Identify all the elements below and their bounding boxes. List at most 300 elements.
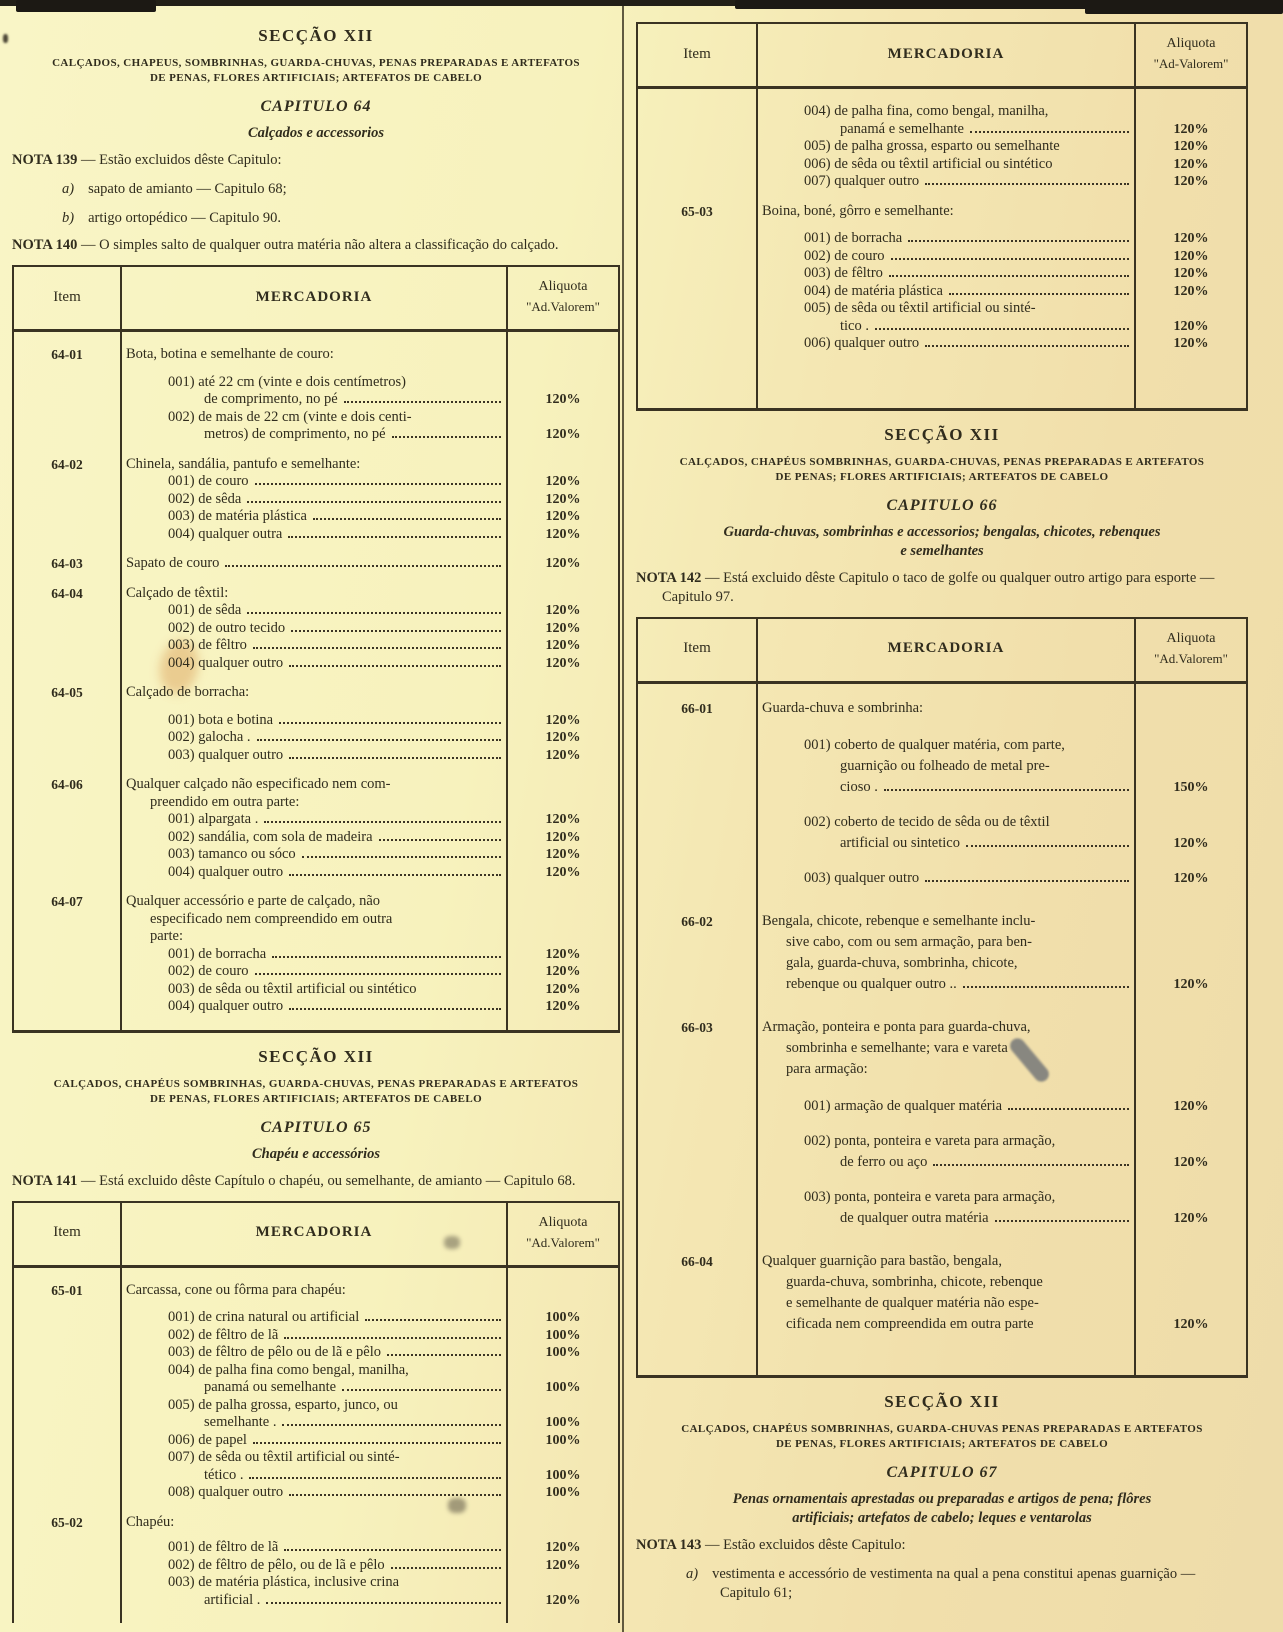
merchandise-line-text: gala, guarda-chuva, sombrinha, chicote, — [786, 954, 1018, 971]
merchandise-text — [120, 1282, 508, 1300]
merchandise-line-text: 003) ponta, ponteira e vareta para armação, — [804, 1188, 1056, 1205]
note-paragraph — [12, 236, 620, 255]
rate-value: 120% — [545, 655, 581, 671]
item-code — [638, 812, 756, 833]
note-label: NOTA 143 — [636, 1536, 702, 1553]
item-code — [638, 283, 756, 301]
dot-leader — [289, 1008, 501, 1010]
row-spacer — [638, 1080, 1246, 1096]
item-code: 64-02 — [51, 456, 83, 472]
item-code: 66-04 — [681, 1253, 713, 1269]
dot-leader — [891, 258, 1129, 260]
section-notes — [12, 1172, 620, 1191]
merchandise-text — [756, 103, 1136, 121]
item-code — [14, 1467, 120, 1485]
right-column — [636, 12, 1248, 1623]
table-header-aliquota — [1136, 34, 1246, 74]
item-code — [14, 1309, 120, 1327]
rate-value — [508, 456, 618, 474]
table-line — [14, 946, 618, 964]
item-code — [14, 1414, 120, 1432]
table-line — [638, 1272, 1246, 1293]
table-header-aliquota-bottom: "Ad.Valorem" — [1154, 650, 1228, 666]
merchandise-line-text: 001) alpargata . — [168, 811, 259, 827]
merchandise-text — [120, 526, 508, 544]
rate-value: 120% — [1173, 318, 1209, 334]
note-label: NOTA 141 — [12, 1172, 78, 1189]
rate-value: 120% — [1173, 121, 1209, 137]
merchandise-line-text: preendido em outra parte: — [150, 793, 300, 810]
table-line — [638, 203, 1246, 221]
table-line — [638, 173, 1246, 191]
dot-leader — [344, 401, 501, 403]
merchandise-text — [120, 1414, 508, 1432]
table-line — [638, 156, 1246, 174]
merchandise-line-text: 007) qualquer outro — [804, 173, 920, 189]
merchandise-line-text: 003) tamanco ou sóco — [168, 846, 296, 862]
table-column-rule — [1134, 24, 1136, 408]
dot-leader — [875, 328, 1129, 330]
merchandise-text — [756, 911, 1136, 932]
item-code — [638, 953, 756, 974]
merchandise-line-text: 004) qualquer outra — [168, 525, 283, 542]
merchandise-text — [756, 1059, 1136, 1080]
note-paragraph — [12, 1172, 620, 1191]
rate-value — [508, 794, 618, 812]
merchandise-text — [756, 1131, 1136, 1152]
rate-value: 120% — [545, 556, 581, 571]
merchandise-text — [120, 998, 508, 1016]
table-column-rule — [120, 267, 122, 1030]
dot-leader — [342, 1389, 501, 1391]
merchandise-text — [756, 300, 1136, 318]
note-paragraph — [636, 1536, 1248, 1555]
table-line — [638, 812, 1246, 833]
merchandise-text — [756, 1208, 1136, 1229]
table-line — [638, 230, 1246, 248]
table-column-rule — [506, 267, 508, 1030]
merchandise-line-text: 003) de fêltro — [168, 637, 247, 653]
item-code — [14, 473, 120, 491]
item-code — [638, 248, 756, 266]
merchandise-text — [120, 655, 508, 673]
table-line — [14, 911, 618, 929]
rate-value: 120% — [1173, 1098, 1209, 1114]
merchandise-line-text: 004) qualquer outro — [168, 654, 284, 671]
merchandise-text — [756, 318, 1136, 336]
rate-value: 100% — [545, 1380, 581, 1395]
item-code — [14, 811, 120, 829]
section-caps-line: DE PENAS, FLORES ARTIFICIAIS; ARTEFATOS DE CABELO — [149, 1092, 483, 1105]
chapter-title: CAPITULO 66 — [886, 496, 998, 514]
merchandise-line-text: 007) de sêda ou têxtil artificial ou sinté- — [168, 1449, 400, 1465]
merchandise-text — [756, 156, 1136, 174]
note-label: NOTA 140 — [12, 237, 78, 253]
table-body — [14, 332, 618, 1016]
table-line — [638, 1187, 1246, 1208]
merchandise-line-text: 005) de palha grossa, esparto ou semelhante — [804, 138, 1060, 154]
table-line — [14, 963, 618, 981]
merchandise-line-text: 001) de couro — [168, 473, 249, 489]
item-code — [14, 1362, 120, 1380]
item-code — [14, 1557, 120, 1575]
row-spacer — [638, 1117, 1246, 1131]
merchandise-text — [120, 747, 508, 765]
dot-leader — [392, 436, 501, 438]
table-line — [14, 1514, 618, 1532]
rate-value: 120% — [545, 964, 581, 979]
rate-value: 100% — [545, 1415, 581, 1430]
table-line — [14, 811, 618, 829]
item-code — [638, 1293, 756, 1314]
dot-leader — [279, 722, 501, 724]
merchandise-text — [120, 637, 508, 655]
merchandise-line-text: e semelhante de qualquer matéria não espe- — [786, 1294, 1039, 1311]
section-notes — [636, 1536, 1248, 1603]
table-header-aliquota-bottom: "Ad.Valorem" — [526, 299, 600, 314]
item-code — [638, 230, 756, 248]
merchandise-text — [120, 374, 508, 392]
table-column-rule — [1134, 619, 1136, 1375]
section-caps-line: DE PENAS, FLORES ARTIFICIAIS; ARTEFATOS DE CABELO — [149, 72, 483, 84]
merchandise-line-text: 001) de borracha — [804, 230, 903, 246]
merchandise-line-text: 002) de fêltro de lã — [168, 1326, 279, 1343]
note-label: NOTA 142 — [636, 569, 702, 586]
merchandise-text — [120, 776, 508, 794]
rate-value: 120% — [545, 712, 581, 728]
table-line — [14, 1414, 618, 1432]
dot-leader — [889, 275, 1129, 277]
item-code — [638, 1152, 756, 1173]
rate-value: 100% — [545, 1467, 581, 1483]
merchandise-text — [756, 1187, 1136, 1208]
note-paragraph — [636, 569, 1248, 607]
item-code — [14, 747, 120, 765]
rate-value: 120% — [545, 638, 581, 653]
row-spacer — [638, 719, 1246, 735]
merchandise-text — [120, 602, 508, 620]
table-line — [14, 776, 618, 794]
merchandise-text — [756, 1017, 1136, 1038]
dot-leader — [266, 1602, 501, 1604]
item-code — [14, 1539, 120, 1557]
table-header-item: Item — [683, 45, 711, 62]
rate-value: 120% — [545, 864, 581, 880]
merchandise-text — [120, 1574, 508, 1592]
merchandise-line-text: 002) de couro — [804, 247, 885, 264]
dot-leader — [291, 630, 501, 632]
merchandise-line-text: de comprimento, no pé — [204, 391, 338, 407]
table-column-rule — [506, 1203, 508, 1624]
item-code — [14, 1327, 120, 1345]
table-header-mercadoria: MERCADORIA — [887, 640, 1005, 656]
table-line — [14, 620, 618, 638]
merchandise-text — [756, 121, 1136, 139]
section-caps-line: CALÇADOS, CHAPÉUS SOMBRINHAS, GUARDA-CHUVAS, PENAS PREPARADAS E ARTEFATOS — [53, 1077, 579, 1090]
dot-leader — [313, 518, 501, 520]
merchandise-line-text: 006) de sêda ou têxtil artificial ou sintético — [804, 155, 1053, 172]
item-code: 66-03 — [681, 1019, 713, 1035]
merchandise-line-text: 006) de papel — [168, 1431, 247, 1448]
table-line — [14, 864, 618, 882]
row-spacer — [638, 854, 1246, 868]
table-row — [14, 585, 618, 673]
merchandise-line-text: panamá ou semelhante — [204, 1379, 337, 1395]
table-row — [14, 1514, 618, 1610]
merchandise-text — [756, 265, 1136, 283]
rate-value — [1136, 1251, 1246, 1272]
item-code: 64-06 — [51, 777, 83, 792]
merchandise-line-text: Carcassa, cone ou fôrma para chapéu: — [126, 1281, 346, 1298]
merchandise-line-text: guarnição ou folheado de metal pre- — [840, 757, 1050, 774]
page-body — [0, 12, 1248, 1623]
rate-value: 120% — [545, 392, 581, 407]
rate-value: 120% — [1173, 156, 1209, 172]
dot-leader — [925, 183, 1129, 185]
section-caps — [12, 1077, 620, 1107]
rate-value — [508, 1574, 618, 1592]
table-row — [14, 346, 618, 444]
merchandise-line-text: Boina, boné, gôrro e semelhante: — [762, 202, 954, 219]
item-code — [14, 491, 120, 509]
table-line — [638, 1152, 1246, 1173]
row-spacer — [14, 702, 618, 712]
table-line — [638, 103, 1246, 121]
merchandise-text — [756, 335, 1136, 353]
rate-value — [1136, 953, 1246, 974]
merchandise-line-text: 002) de outro tecido — [168, 619, 286, 636]
table-line — [14, 1449, 618, 1467]
rate-value: 100% — [545, 1485, 581, 1500]
table-header — [14, 267, 618, 332]
table-row — [14, 456, 618, 544]
dot-leader — [284, 1337, 501, 1339]
rate-value — [1136, 1293, 1246, 1314]
row-spacer — [638, 798, 1246, 812]
table-header-mercadoria: MERCADORIA — [255, 288, 373, 305]
merchandise-line-text: guarda-chuva, sombrinha, chicote, rebenque — [786, 1273, 1043, 1290]
merchandise-text — [120, 1557, 508, 1575]
rate-value — [1136, 735, 1246, 756]
merchandise-line-text: 004) qualquer outro — [168, 863, 284, 880]
table-header-aliquota-bottom: "Ad-Valorem" — [1153, 56, 1229, 71]
dot-leader — [884, 789, 1129, 791]
section-header — [636, 425, 1248, 607]
merchandise-text — [120, 1432, 508, 1450]
table-line — [14, 602, 618, 620]
merchandise-text — [756, 1038, 1136, 1059]
rate-value — [1136, 1038, 1246, 1059]
table-line — [638, 932, 1246, 953]
left-column — [12, 12, 620, 1623]
dot-leader — [289, 757, 501, 759]
merchandise-text — [120, 1539, 508, 1557]
merchandise-text — [120, 1484, 508, 1502]
merchandise-text — [120, 508, 508, 526]
item-code — [14, 1344, 120, 1362]
note-text: artigo ortopédico — Capitulo 90. — [88, 210, 281, 226]
table-header-item: Item — [53, 288, 81, 305]
chapter-title: CAPITULO 65 — [260, 1118, 372, 1136]
item-code — [14, 426, 120, 444]
rate-value — [508, 928, 618, 946]
section-caps-line: CALÇADOS, CHAPÉUS SOMBRINHAS, GUARDA-CHUVAS, PENAS PREPARADAS E ARTEFATOS — [679, 455, 1205, 468]
rate-value: 120% — [545, 812, 581, 827]
table-line — [14, 508, 618, 526]
dot-leader — [966, 845, 1129, 847]
item-code: 66-02 — [681, 913, 713, 929]
table-line — [638, 265, 1246, 283]
rate-value — [1136, 932, 1246, 953]
item-code — [638, 833, 756, 854]
merchandise-line-text: metros) de comprimento, no pé — [204, 426, 386, 442]
note-text: sapato de amianto — Capitulo 68; — [88, 181, 287, 197]
table-line — [14, 684, 618, 702]
merchandise-line-text: 002) galocha . — [168, 729, 251, 745]
merchandise-line-text: 006) qualquer outro — [804, 335, 920, 351]
dot-leader — [925, 880, 1129, 882]
section-title: SECÇÃO XII — [884, 1391, 1000, 1411]
table-line — [638, 1293, 1246, 1314]
merchandise-line-text: Qualquer guarnição para bastão, bengala, — [762, 1252, 1002, 1269]
dot-leader — [933, 1164, 1129, 1166]
item-code — [638, 1059, 756, 1080]
rate-value: 120% — [545, 427, 581, 442]
merchandise-line-text: 004) de palha fina, como bengal, manilha, — [804, 103, 1049, 119]
scan-edge-segment — [16, 0, 156, 12]
table-line — [14, 1484, 618, 1502]
item-code — [14, 998, 120, 1016]
table-line — [14, 1344, 618, 1362]
table-line — [14, 585, 618, 603]
dot-leader — [255, 483, 501, 485]
merchandise-line-text: artificial . — [204, 1591, 261, 1608]
row-spacer — [14, 1299, 618, 1309]
dot-leader — [288, 536, 501, 538]
merchandise-line-text: 002) de mais de 22 cm (vinte e dois centi- — [168, 408, 412, 425]
row-spacer — [14, 1531, 618, 1539]
merchandise-text — [120, 684, 508, 702]
rate-value — [1136, 103, 1246, 121]
item-code — [14, 1574, 120, 1592]
item-code — [14, 620, 120, 638]
merchandise-line-text: Calçado de têxtil: — [126, 584, 229, 601]
item-code — [14, 946, 120, 964]
item-code — [14, 1397, 120, 1415]
merchandise-text — [120, 473, 508, 491]
rate-value: 100% — [545, 1310, 581, 1325]
merchandise-text — [120, 1449, 508, 1467]
dot-leader — [257, 739, 501, 741]
rate-value: 120% — [1173, 1210, 1209, 1226]
rate-value: 120% — [1173, 231, 1209, 246]
item-code — [638, 173, 756, 191]
item-code — [14, 602, 120, 620]
merchandise-line-text: 001) de borracha — [168, 945, 267, 962]
rate-value: 120% — [1173, 139, 1209, 154]
note-letter-label: a) — [62, 181, 75, 197]
tariff-table — [636, 617, 1248, 1378]
merchandise-line-text: 001) armação de qualquer matéria — [804, 1097, 1003, 1114]
item-code — [638, 735, 756, 756]
merchandise-line-text: sombrinha e semelhante; vara e vareta — [786, 1039, 1008, 1056]
table-line — [14, 1467, 618, 1485]
section-caps — [636, 455, 1248, 485]
table-line — [14, 1362, 618, 1380]
section-notes — [636, 569, 1248, 607]
section-header — [12, 1047, 620, 1191]
rate-value: 120% — [1173, 283, 1209, 299]
table-row — [14, 893, 618, 1016]
rate-value — [508, 684, 618, 702]
rate-value: 120% — [545, 603, 581, 618]
dot-leader — [995, 1220, 1129, 1222]
merchandise-line-text: 001) de crina natural ou artificial — [168, 1309, 360, 1325]
row-spacer — [638, 220, 1246, 230]
item-code — [14, 712, 120, 730]
merchandise-text — [756, 138, 1136, 156]
merchandise-text — [120, 1514, 508, 1532]
row-spacer — [638, 1173, 1246, 1187]
item-code — [14, 391, 120, 409]
item-code — [638, 756, 756, 777]
rate-value: 150% — [1173, 779, 1209, 795]
table-header-aliquota-top: Aliquota — [538, 279, 588, 294]
item-code — [14, 846, 120, 864]
merchandise-text — [120, 1379, 508, 1397]
table-line — [638, 1096, 1246, 1117]
table-line — [14, 1557, 618, 1575]
table-header-aliquota — [1136, 629, 1246, 669]
rate-value: 120% — [545, 1557, 581, 1573]
merchandise-line-text: 004) de matéria plástica — [804, 282, 943, 299]
section-caps-line: DE PENAS; FLORES ARTIFICIAIS; ARTEFATOS DE CABELO — [775, 470, 1109, 483]
section-notes — [12, 151, 620, 255]
merchandise-line-text: tico . — [840, 317, 869, 334]
item-code: 65-01 — [51, 1282, 83, 1298]
item-code — [638, 318, 756, 336]
merchandise-line-text: 003) de fêltro de pêlo ou de lã e pêlo — [168, 1344, 381, 1360]
rate-value: 120% — [1173, 336, 1209, 351]
rate-value: 120% — [545, 491, 581, 507]
dot-leader — [391, 1567, 501, 1569]
merchandise-line-text: 002) de couro — [168, 963, 249, 979]
table-line — [14, 1432, 618, 1450]
item-code — [638, 1096, 756, 1117]
item-code — [14, 1449, 120, 1467]
table-line — [638, 1208, 1246, 1229]
row-spacer — [14, 364, 618, 374]
table-line — [14, 555, 618, 573]
merchandise-text — [120, 911, 508, 929]
merchandise-line-text: parte: — [150, 928, 184, 944]
rate-value: 120% — [1173, 248, 1209, 264]
chapter-subtitle-line: Chapéu e accessórios — [251, 1145, 381, 1162]
chapter-subtitle-line: Guarda-chuvas, sombrinhas e accessorios; bengalas, chicotes, rebenques — [723, 523, 1161, 540]
merchandise-line-text: especificado nem compreendido em outra — [150, 910, 393, 927]
dot-leader — [289, 665, 501, 667]
table-body — [638, 89, 1246, 353]
note-text: — Estão excluidos dêste Capitulo: — [81, 152, 282, 168]
item-code — [638, 103, 756, 121]
table-line — [638, 335, 1246, 353]
tariff-table — [636, 22, 1248, 411]
note-lettered-item — [636, 1565, 1248, 1603]
rate-value: 120% — [1173, 835, 1209, 851]
rate-value — [1136, 756, 1246, 777]
chapter-title: CAPITULO 64 — [260, 98, 372, 115]
section-caps-line: CALÇADOS, CHAPEUS, SOMBRINHAS, GUARDA-CHUVAS, PENAS PREPARADAS E ARTEFATOS — [52, 57, 580, 69]
